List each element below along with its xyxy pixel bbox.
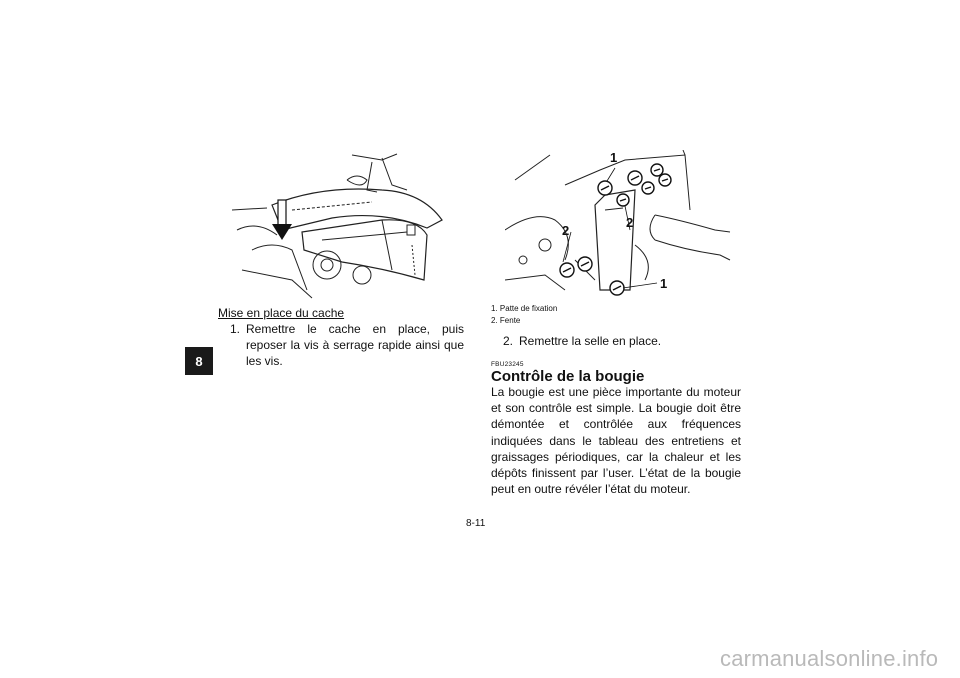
callout-2-left: 2 — [562, 223, 570, 238]
step-2 — [491, 333, 741, 349]
page-number: 8-11 — [466, 518, 486, 529]
step-2-number: 2. — [502, 334, 513, 348]
watermark: carmanualsonline.info — [720, 646, 939, 671]
seat-bracket-drawing — [505, 150, 735, 300]
cover-installation-heading: Mise en place du cache — [218, 306, 345, 320]
atv-side-cover-drawing — [232, 150, 452, 300]
chapter-tab: 8 — [185, 347, 213, 375]
caption-slot-text: Fente — [499, 316, 521, 325]
caption-bracket-text: Patte de fixation — [499, 304, 558, 313]
section-title: Contrôle de la bougie — [491, 368, 645, 385]
caption-bracket — [491, 303, 557, 314]
callout-2-right: 2 — [626, 215, 634, 230]
step-1 — [218, 321, 464, 370]
step-1-number: 1. — [229, 322, 240, 336]
caption-slot — [491, 315, 520, 326]
section-body: La bougie est une pièce importante du moteur et son contrôle est simple. La bougie doit être démontée et contrôlée aux fréquences indiquées dans le tableau des entretiens et graissages périodiques, car la chaleur et les dépôts finissent par l’user. L’état de la bougie peut en outre révéler l’état du moteur. — [491, 385, 741, 497]
section-code: FBU23245 — [491, 361, 524, 368]
caption-slot-number: 2. — [491, 316, 498, 325]
step-1-text: Remettre le cache en place, puis reposer la vis à serrage rapide ainsi que les vis. — [246, 322, 464, 369]
step-2-text: Remettre la selle en place. — [519, 334, 662, 348]
cover-installation-illustration — [232, 150, 452, 300]
caption-bracket-number: 1. — [491, 304, 498, 313]
seat-bracket-illustration — [505, 150, 735, 300]
callout-1-bottom: 1 — [660, 276, 668, 291]
callout-1-top: 1 — [610, 150, 618, 165]
